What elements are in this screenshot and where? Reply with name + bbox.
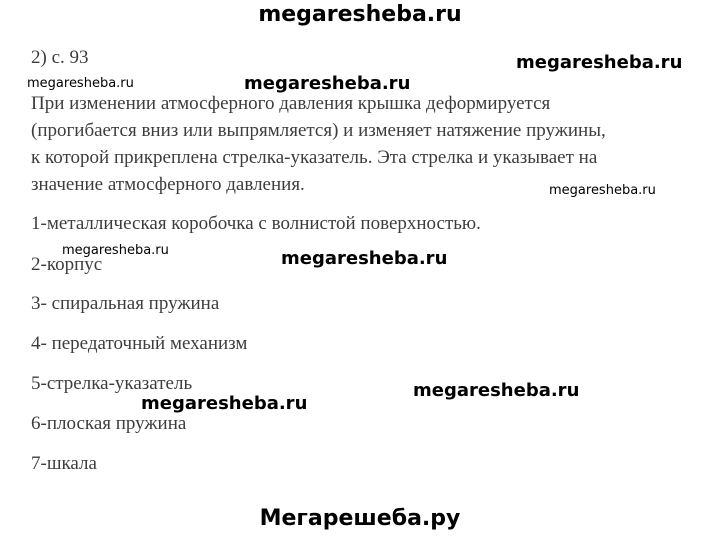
parts-list-item: 6-плоская пружина bbox=[31, 413, 187, 434]
parts-list-item: 5-стрелка-указатель bbox=[31, 373, 193, 394]
paragraph-line: к которой прикреплена стрелка-указатель. Эта стрелка и указывает на bbox=[31, 147, 598, 168]
parts-list-item: 7-шкала bbox=[31, 453, 97, 474]
footer-brand: Мегарешеба.ру bbox=[259, 506, 461, 531]
parts-list-item: 3- спиральная пружина bbox=[31, 293, 220, 314]
watermark: megaresheba.ru bbox=[281, 248, 448, 269]
parts-list-item: 1-металлическая коробочка с волнистой поверхностью. bbox=[31, 213, 481, 234]
watermark: megaresheba.ru bbox=[244, 73, 411, 94]
watermark: megaresheba.ru bbox=[27, 76, 134, 91]
paragraph-line: значение атмосферного давления. bbox=[31, 174, 305, 195]
watermark: megaresheba.ru bbox=[516, 52, 683, 73]
parts-list-item: 2-корпус bbox=[31, 254, 103, 275]
watermark: megaresheba.ru bbox=[549, 183, 656, 198]
paragraph-line: (прогибается вниз или выпрямляется) и изменяет натяжение пружины, bbox=[31, 120, 606, 141]
paragraph-line: При изменении атмосферного давления крышка деформируется bbox=[31, 93, 551, 114]
watermark: megaresheba.ru bbox=[62, 243, 169, 258]
task-heading: 2) с. 93 bbox=[31, 47, 89, 68]
watermark: megaresheba.ru bbox=[141, 393, 308, 414]
watermark: megaresheba.ru bbox=[413, 380, 580, 401]
parts-list-item: 4- передаточный механизм bbox=[31, 333, 248, 354]
site-title: megaresheba.ru bbox=[258, 2, 462, 27]
